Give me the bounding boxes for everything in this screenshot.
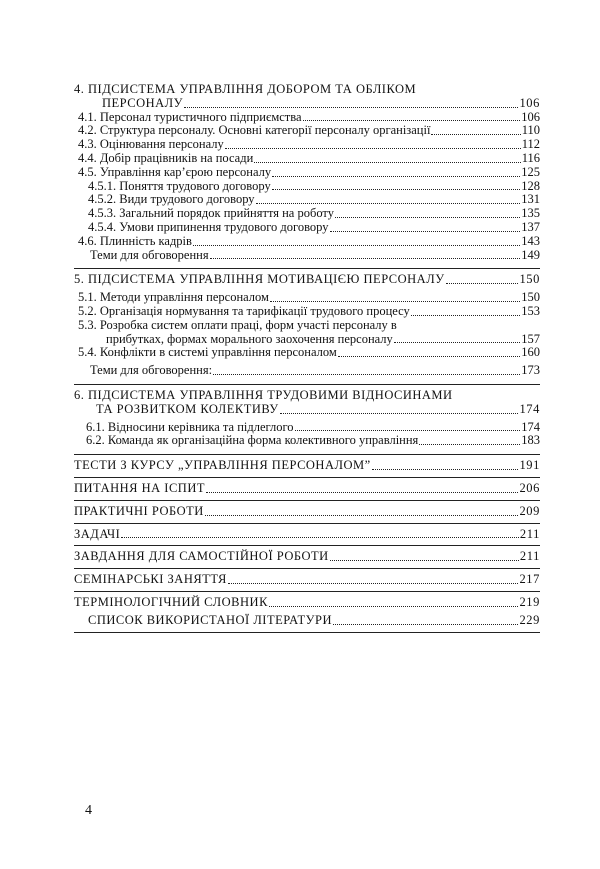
toc-subitem: 4.5.2. Види трудового договору 131 — [88, 192, 540, 207]
toc-item: 5.2. Організація нормування та тарифікації трудового процесу 153 — [78, 303, 540, 318]
toc-chapter-6-title-line1: 6. ПІДСИСТЕМА УПРАВЛІННЯ ТРУДОВИМИ ВІДНОСИНАМИ — [74, 387, 453, 402]
toc-page-number: 106 — [519, 95, 540, 110]
toc-page-number: 206 — [519, 480, 540, 495]
toc-page-number: 128 — [521, 178, 540, 193]
toc-page-number: 110 — [521, 123, 540, 138]
toc-item: 4.5. Управління кар’єрою персоналу 125 — [78, 164, 540, 179]
toc-chapter-5 — [74, 273, 540, 287]
toc-item: 6.1. Відносини керівника та підлеглого 174 — [86, 419, 540, 434]
toc-item: 5.4. Конфлікти в системі управління персоналом 160 — [78, 345, 540, 360]
toc-subitem: 4.5.4. Умови припинення трудового договору 137 — [88, 219, 540, 234]
toc-page-number: 116 — [521, 150, 540, 165]
toc-page-number: 219 — [519, 594, 540, 609]
toc-chapter-4 — [74, 83, 540, 111]
toc-page-number: 211 — [519, 549, 540, 564]
toc-page-number: 191 — [519, 458, 540, 473]
toc-page-number: 157 — [521, 331, 540, 346]
toc-section-exam-questions: ПИТАННЯ НА ІСПИТ 206 — [74, 482, 540, 501]
toc-page-number: 150 — [521, 290, 540, 305]
toc-section-independent-work: ЗАВДАННЯ ДЛЯ САМОСТІЙНОЇ РОБОТИ 211 — [74, 550, 540, 569]
toc-discussion-topics: Теми для обговорення 149 — [74, 249, 540, 270]
toc-page-number: 131 — [521, 192, 540, 207]
page-number: 4 — [85, 803, 92, 818]
toc-section-practical-works: ПРАКТИЧНІ РОБОТИ 209 — [74, 505, 540, 524]
toc-item: 4.6. Плинність кадрів 143 — [78, 233, 540, 248]
toc-chapter-6-title-line2: ТА РОЗВИТКОМ КОЛЕКТИВУ — [96, 401, 279, 416]
toc-item: 4.2. Структура персоналу. Основні категорії персоналу організації 110 — [78, 123, 540, 138]
toc-page-number: 209 — [519, 503, 540, 518]
toc-chapter-4-title-line1: 4. ПІДСИСТЕМА УПРАВЛІННЯ ДОБОРОМ ТА ОБЛІКОМ — [74, 82, 417, 96]
toc-page-number: 106 — [521, 109, 540, 124]
toc-page-number: 160 — [521, 345, 540, 360]
toc-discussion-topics: Теми для обговорення: 173 — [74, 364, 540, 385]
toc-page-number: 229 — [519, 612, 540, 627]
toc-item: 5.3. Розробка систем оплати праці, форм участі персоналу в прибутках, формах морального заохочення персоналу 157 — [78, 317, 540, 346]
toc-item: 5.1. Методи управління персоналом 150 — [78, 290, 540, 305]
toc-section-tests: ТЕСТИ З КУРСУ „УПРАВЛІННЯ ПЕРСОНАЛОМ” 191 — [74, 459, 540, 478]
toc-subitem: 4.5.3. Загальний порядок прийняття на роботу 135 — [88, 206, 540, 221]
toc-page-number: 137 — [521, 219, 540, 234]
toc-page-number: 150 — [519, 272, 540, 287]
toc-page-number: 125 — [521, 164, 540, 179]
toc-section-references: СПИСОК ВИКОРИСТАНОЇ ЛІТЕРАТУРИ 229 — [74, 614, 540, 633]
toc-chapter-6 — [74, 389, 540, 417]
toc-page-number: 153 — [521, 303, 540, 318]
toc-item: 4.4. Добір працівників на посади 116 — [78, 150, 540, 165]
toc-page-number: 217 — [519, 572, 540, 587]
toc-section-glossary: ТЕРМІНОЛОГІЧНИЙ СЛОВНИК 219 — [74, 594, 540, 609]
toc-section-tasks: ЗАДАЧІ 211 — [74, 528, 540, 547]
toc-page-number: 135 — [521, 206, 540, 221]
toc-page-number: 211 — [519, 526, 540, 541]
toc-chapter-5-title: 5. ПІДСИСТЕМА УПРАВЛІННЯ МОТИВАЦІЄЮ ПЕРСОНАЛУ — [74, 272, 445, 287]
toc-subitem: 4.5.1. Поняття трудового договору 128 — [88, 178, 540, 193]
toc-page-number: 174 — [521, 419, 540, 434]
toc-page-number: 174 — [519, 401, 540, 416]
toc-chapter-4-title-line2: ПЕРСОНАЛУ — [102, 95, 184, 110]
table-of-contents — [74, 79, 540, 633]
toc-item: 4.1. Персонал туристичного підприємства 106 — [78, 109, 540, 124]
toc-page-number: 149 — [521, 247, 540, 262]
toc-section-seminars: СЕМІНАРСЬКІ ЗАНЯТТЯ 217 — [74, 573, 540, 592]
toc-page-number: 143 — [521, 233, 540, 248]
toc-item: 4.3. Оцінювання персоналу 112 — [78, 137, 540, 152]
toc-page-number: 112 — [521, 137, 540, 152]
toc-page-number: 173 — [521, 363, 540, 378]
toc-item: 6.2. Команда як організаційна форма колективного управління 183 — [74, 434, 540, 455]
toc-page-number: 183 — [521, 433, 540, 448]
